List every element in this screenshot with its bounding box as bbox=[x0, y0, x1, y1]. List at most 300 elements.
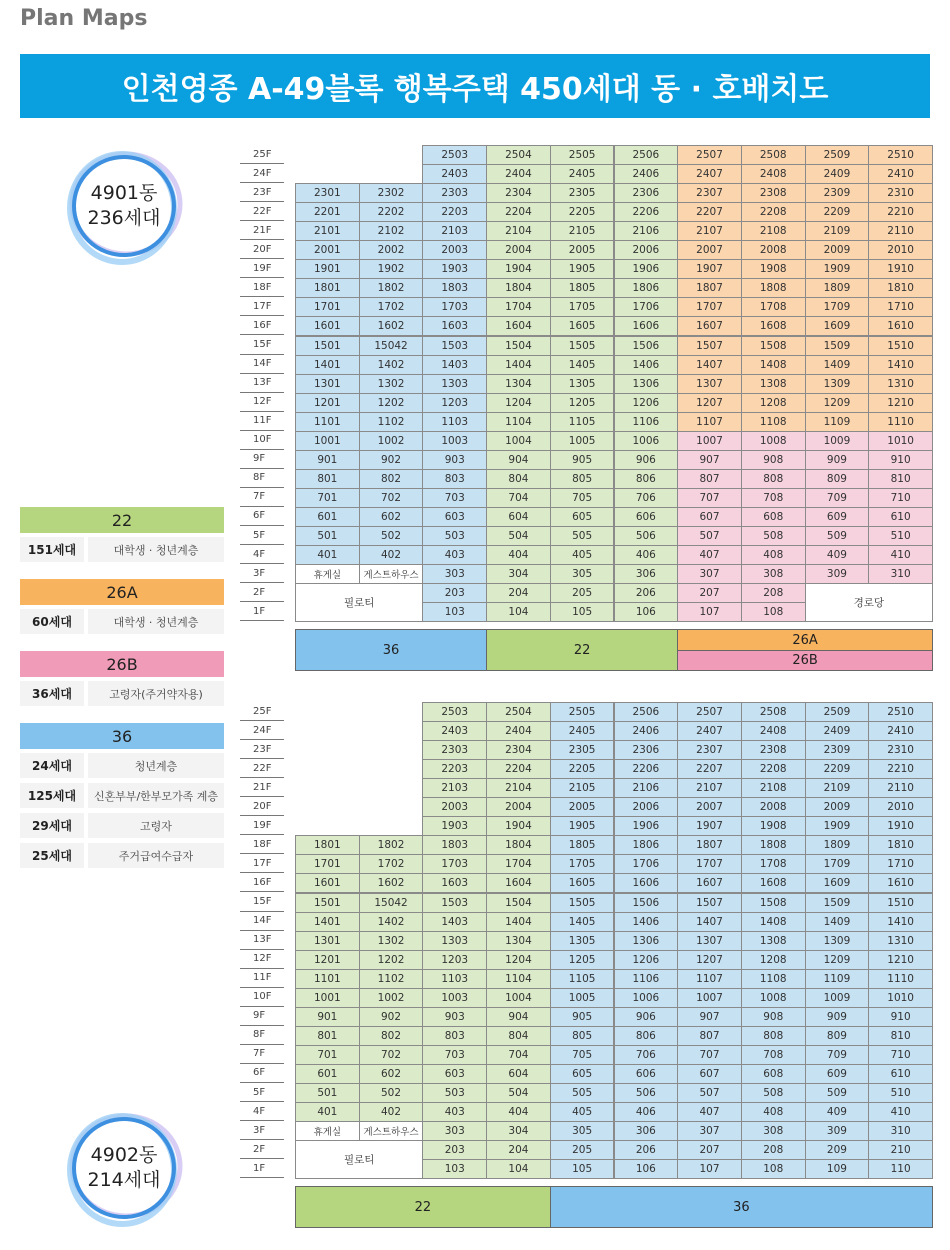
unit-cell: 2110 bbox=[868, 778, 933, 798]
unit-cell: 1202 bbox=[359, 950, 424, 970]
unit-cell: 1508 bbox=[741, 336, 806, 356]
unit-cell: 1207 bbox=[677, 950, 742, 970]
floor-label: 16F bbox=[240, 316, 284, 335]
unit-cell: 2510 bbox=[868, 145, 933, 165]
unit-cell: 2503 bbox=[422, 702, 487, 722]
unit-cell: 207 bbox=[677, 1140, 742, 1160]
unit-cell: 2005 bbox=[550, 797, 615, 817]
unit-cell: 1508 bbox=[741, 893, 806, 913]
unit-cell: 1305 bbox=[550, 374, 615, 394]
unit-cell: 408 bbox=[741, 1102, 806, 1122]
unit-cell: 206 bbox=[614, 1140, 679, 1160]
unit-cell: 2310 bbox=[868, 740, 933, 760]
unit-cell: 2108 bbox=[741, 778, 806, 798]
unit-cell: 803 bbox=[422, 469, 487, 489]
building-name: 4901동 bbox=[90, 182, 158, 204]
unit-cell: 2407 bbox=[677, 164, 742, 184]
unit-cell: 1208 bbox=[741, 950, 806, 970]
floor-label: 11F bbox=[240, 412, 284, 431]
floor-label: 7F bbox=[240, 1045, 284, 1064]
unit-cell: 1008 bbox=[741, 988, 806, 1008]
unit-cell: 1308 bbox=[741, 931, 806, 951]
floor-label: 8F bbox=[240, 469, 284, 488]
unit-cell: 1204 bbox=[486, 393, 551, 413]
unit-cell: 607 bbox=[677, 1064, 742, 1084]
unit-cell: 1803 bbox=[422, 835, 487, 855]
unit-cell: 106 bbox=[614, 1159, 679, 1179]
unit-cell: 801 bbox=[295, 469, 360, 489]
unit-cell: 1209 bbox=[805, 393, 870, 413]
unit-cell: 703 bbox=[422, 488, 487, 508]
unit-cell: 1206 bbox=[614, 393, 679, 413]
unit-cell: 2306 bbox=[614, 740, 679, 760]
banner-title: 인천영종 A-49블록 행복주택 450세대 동 · 호배치도 bbox=[20, 54, 930, 118]
unit-cell: 506 bbox=[614, 1083, 679, 1103]
unit-cell: 409 bbox=[805, 1102, 870, 1122]
unit-cell: 606 bbox=[614, 507, 679, 527]
unit-cell: 205 bbox=[550, 583, 615, 603]
unit-cell: 2208 bbox=[741, 759, 806, 779]
building-name: 4902동 bbox=[90, 1144, 158, 1166]
unit-cell: 704 bbox=[486, 488, 551, 508]
unit-cell: 1106 bbox=[614, 969, 679, 989]
unit-cell: 1010 bbox=[868, 988, 933, 1008]
unit-cell: 1306 bbox=[614, 931, 679, 951]
unit-cell: 810 bbox=[868, 469, 933, 489]
unit-cell: 2004 bbox=[486, 240, 551, 260]
floor-label: 12F bbox=[240, 393, 284, 412]
unit-cell: 1810 bbox=[868, 835, 933, 855]
unit-cell: 710 bbox=[868, 1045, 933, 1065]
unit-cell: 2408 bbox=[741, 721, 806, 741]
unit-cell: 1307 bbox=[677, 931, 742, 951]
unit-cell: 1302 bbox=[359, 931, 424, 951]
unit-cell: 2507 bbox=[677, 702, 742, 722]
unit-cell: 510 bbox=[868, 526, 933, 546]
unit-cell: 1209 bbox=[805, 950, 870, 970]
unit-cell: 610 bbox=[868, 507, 933, 527]
unit-cell: 402 bbox=[359, 545, 424, 565]
unit-cell: 808 bbox=[741, 1026, 806, 1046]
unit-cell: 406 bbox=[614, 1102, 679, 1122]
unit-cell: 810 bbox=[868, 1026, 933, 1046]
unit-cell: 306 bbox=[614, 564, 679, 584]
unit-cell: 2208 bbox=[741, 202, 806, 222]
unit-cell: 2006 bbox=[614, 240, 679, 260]
legend-type-36: 36 bbox=[20, 723, 224, 749]
unit-cell: 1805 bbox=[550, 835, 615, 855]
unit-cell: 907 bbox=[677, 450, 742, 470]
unit-cell: 1203 bbox=[422, 393, 487, 413]
unit-cell: 1107 bbox=[677, 969, 742, 989]
unit-cell: 1210 bbox=[868, 393, 933, 413]
unit-cell: 2304 bbox=[486, 740, 551, 760]
unit-cell: 1904 bbox=[486, 259, 551, 279]
unit-cell: 2508 bbox=[741, 145, 806, 165]
unit-cell: 2009 bbox=[805, 797, 870, 817]
unit-cell: 1709 bbox=[805, 297, 870, 317]
unit-cell: 804 bbox=[486, 1026, 551, 1046]
unit-cell: 1706 bbox=[614, 854, 679, 874]
unit-cell: 505 bbox=[550, 526, 615, 546]
unit-cell: 1804 bbox=[486, 835, 551, 855]
unit-cell: 1309 bbox=[805, 374, 870, 394]
unit-cell: 1203 bbox=[422, 950, 487, 970]
unit-cell: 1710 bbox=[868, 297, 933, 317]
floor-label: 9F bbox=[240, 450, 284, 469]
unit-cell: 906 bbox=[614, 1007, 679, 1027]
unit-cell: 501 bbox=[295, 526, 360, 546]
unit-cell: 1003 bbox=[422, 431, 487, 451]
legend-desc: 대학생 · 청년계층 bbox=[88, 537, 224, 562]
unit-cell: 410 bbox=[868, 545, 933, 565]
unit-cell: 1107 bbox=[677, 412, 742, 432]
unit-cell: 2506 bbox=[614, 702, 679, 722]
unit-cell: 1610 bbox=[868, 316, 933, 336]
unit-cell: 1510 bbox=[868, 893, 933, 913]
building-badge bbox=[64, 146, 184, 266]
unit-cell: 908 bbox=[741, 1007, 806, 1027]
legend-row bbox=[20, 537, 224, 562]
legend-desc: 청년계층 bbox=[88, 753, 224, 778]
unit-cell: 1507 bbox=[677, 336, 742, 356]
unit-cell: 1007 bbox=[677, 431, 742, 451]
floor-label: 16F bbox=[240, 873, 284, 892]
unit-cell: 2403 bbox=[422, 164, 487, 184]
unit-cell: 1205 bbox=[550, 950, 615, 970]
unit-cell: 1309 bbox=[805, 931, 870, 951]
legend-type-22: 22 bbox=[20, 507, 224, 533]
unit-cell: 2306 bbox=[614, 183, 679, 203]
unit-cell: 1308 bbox=[741, 374, 806, 394]
unit-cell: 1010 bbox=[868, 431, 933, 451]
unit-cell: 705 bbox=[550, 1045, 615, 1065]
unit-cell: 2010 bbox=[868, 797, 933, 817]
legend-type-26a: 26A bbox=[20, 579, 224, 605]
unit-cell: 1303 bbox=[422, 931, 487, 951]
floor-label: 7F bbox=[240, 488, 284, 507]
unit-cell: 2505 bbox=[550, 702, 615, 722]
unit-cell: 1804 bbox=[486, 278, 551, 298]
unit-cell: 1503 bbox=[422, 336, 487, 356]
unit-cell: 1910 bbox=[868, 816, 933, 836]
floor-label: 15F bbox=[240, 893, 284, 912]
unit-cell: 1201 bbox=[295, 393, 360, 413]
unit-cell: 706 bbox=[614, 1045, 679, 1065]
unit-cell: 1606 bbox=[614, 873, 679, 893]
unit-cell: 805 bbox=[550, 1026, 615, 1046]
unit-cell: 807 bbox=[677, 469, 742, 489]
unit-cell: 2201 bbox=[295, 202, 360, 222]
unit-type-bar: 36 bbox=[550, 1186, 933, 1228]
unit-cell: 2106 bbox=[614, 221, 679, 241]
unit-cell: 1902 bbox=[359, 259, 424, 279]
unit-cell: 504 bbox=[486, 526, 551, 546]
unit-cell: 15042 bbox=[359, 893, 424, 913]
unit-cell: 1005 bbox=[550, 431, 615, 451]
floor-label: 25F bbox=[240, 145, 284, 164]
unit-cell: 905 bbox=[550, 450, 615, 470]
unit-cell: 1106 bbox=[614, 412, 679, 432]
unit-cell: 208 bbox=[741, 583, 806, 603]
unit-cell: 2406 bbox=[614, 721, 679, 741]
floor-label: 12F bbox=[240, 950, 284, 969]
unit-cell: 2207 bbox=[677, 759, 742, 779]
unit-cell: 1609 bbox=[805, 316, 870, 336]
unit-cell: 2407 bbox=[677, 721, 742, 741]
unit-cell: 1810 bbox=[868, 278, 933, 298]
unit-cell: 1909 bbox=[805, 816, 870, 836]
unit-cell: 2204 bbox=[486, 759, 551, 779]
unit-cell: 806 bbox=[614, 469, 679, 489]
unit-cell: 1807 bbox=[677, 835, 742, 855]
unit-cell: 501 bbox=[295, 1083, 360, 1103]
floor-label: 9F bbox=[240, 1007, 284, 1026]
unit-cell: 2004 bbox=[486, 797, 551, 817]
unit-cell: 1006 bbox=[614, 988, 679, 1008]
unit-cell: 902 bbox=[359, 1007, 424, 1027]
unit-cell: 1404 bbox=[486, 912, 551, 932]
unit-cell: 1506 bbox=[614, 893, 679, 913]
unit-cell: 2406 bbox=[614, 164, 679, 184]
floor-label: 13F bbox=[240, 931, 284, 950]
unit-cell: 306 bbox=[614, 1121, 679, 1141]
unit-cell: 703 bbox=[422, 1045, 487, 1065]
floor-label: 10F bbox=[240, 988, 284, 1007]
unit-cell: 1004 bbox=[486, 988, 551, 1008]
unit-cell: 2209 bbox=[805, 202, 870, 222]
legend-count: 24세대 bbox=[20, 753, 84, 778]
unit-cell: 1103 bbox=[422, 412, 487, 432]
unit-cell: 303 bbox=[422, 1121, 487, 1141]
unit-cell: 1001 bbox=[295, 988, 360, 1008]
unit-cell: 1102 bbox=[359, 412, 424, 432]
unit-cell: 2009 bbox=[805, 240, 870, 260]
unit-cell: 1908 bbox=[741, 259, 806, 279]
unit-cell: 2109 bbox=[805, 778, 870, 798]
legend-count: 29세대 bbox=[20, 813, 84, 838]
unit-cell: 1904 bbox=[486, 816, 551, 836]
unit-cell: 409 bbox=[805, 545, 870, 565]
unit-cell: 2404 bbox=[486, 721, 551, 741]
unit-cell: 2308 bbox=[741, 740, 806, 760]
unit-cell: 904 bbox=[486, 450, 551, 470]
legend-count: 125세대 bbox=[20, 783, 84, 808]
unit-cell: 108 bbox=[741, 1159, 806, 1179]
unit-cell: 701 bbox=[295, 1045, 360, 1065]
unit-cell: 1805 bbox=[550, 278, 615, 298]
unit-cell: 608 bbox=[741, 507, 806, 527]
floor-label: 5F bbox=[240, 526, 284, 545]
unit-cell: 1208 bbox=[741, 393, 806, 413]
unit-cell: 509 bbox=[805, 526, 870, 546]
unit-cell: 709 bbox=[805, 1045, 870, 1065]
unit-cell: 2409 bbox=[805, 164, 870, 184]
pilotis-cell: 필로티 bbox=[295, 1140, 423, 1179]
unit-cell: 1109 bbox=[805, 969, 870, 989]
unit-cell: 1304 bbox=[486, 374, 551, 394]
unit-cell: 906 bbox=[614, 450, 679, 470]
floor-label: 25F bbox=[240, 702, 284, 721]
unit-cell: 1702 bbox=[359, 297, 424, 317]
unit-cell: 507 bbox=[677, 1083, 742, 1103]
unit-cell: 1606 bbox=[614, 316, 679, 336]
unit-cell: 1410 bbox=[868, 355, 933, 375]
unit-cell: 706 bbox=[614, 488, 679, 508]
unit-cell: 2105 bbox=[550, 221, 615, 241]
unit-cell: 1003 bbox=[422, 988, 487, 1008]
unit-cell: 1506 bbox=[614, 336, 679, 356]
unit-cell: 408 bbox=[741, 545, 806, 565]
unit-cell: 204 bbox=[486, 583, 551, 603]
unit-cell: 2103 bbox=[422, 221, 487, 241]
unit-cell: 1703 bbox=[422, 854, 487, 874]
unit-cell: 1410 bbox=[868, 912, 933, 932]
floor-label: 1F bbox=[240, 602, 284, 621]
page-title: Plan Maps bbox=[20, 6, 148, 31]
unit-cell: 2410 bbox=[868, 721, 933, 741]
unit-cell: 1706 bbox=[614, 297, 679, 317]
unit-cell: 1108 bbox=[741, 969, 806, 989]
unit-cell: 905 bbox=[550, 1007, 615, 1027]
unit-cell: 104 bbox=[486, 602, 551, 622]
floor-label: 3F bbox=[240, 564, 284, 583]
unit-cell: 1109 bbox=[805, 412, 870, 432]
unit-cell: 1205 bbox=[550, 393, 615, 413]
unit-cell: 601 bbox=[295, 507, 360, 527]
unit-cell: 602 bbox=[359, 1064, 424, 1084]
unit-cell: 1703 bbox=[422, 297, 487, 317]
unit-cell: 2205 bbox=[550, 202, 615, 222]
unit-cell: 103 bbox=[422, 1159, 487, 1179]
floor-label: 19F bbox=[240, 259, 284, 278]
unit-cell: 705 bbox=[550, 488, 615, 508]
unit-cell: 1001 bbox=[295, 431, 360, 451]
unit-cell: 401 bbox=[295, 1102, 360, 1122]
unit-cell: 609 bbox=[805, 507, 870, 527]
unit-cell: 2307 bbox=[677, 183, 742, 203]
unit-cell: 2103 bbox=[422, 778, 487, 798]
unit-cell: 205 bbox=[550, 1140, 615, 1160]
unit-cell: 1903 bbox=[422, 259, 487, 279]
unit-cell: 1610 bbox=[868, 873, 933, 893]
unit-cell: 605 bbox=[550, 507, 615, 527]
unit-cell: 603 bbox=[422, 1064, 487, 1084]
unit-cell: 104 bbox=[486, 1159, 551, 1179]
floor-label: 4F bbox=[240, 1102, 284, 1121]
unit-cell: 304 bbox=[486, 1121, 551, 1141]
floor-label: 6F bbox=[240, 1064, 284, 1083]
unit-cell: 902 bbox=[359, 450, 424, 470]
unit-cell: 203 bbox=[422, 583, 487, 603]
unit-cell: 1909 bbox=[805, 259, 870, 279]
unit-cell: 1504 bbox=[486, 893, 551, 913]
unit-cell: 2308 bbox=[741, 183, 806, 203]
unit-cell: 1704 bbox=[486, 854, 551, 874]
lounge-cell: 휴게실 bbox=[295, 564, 360, 584]
unit-cell: 2207 bbox=[677, 202, 742, 222]
unit-cell: 1903 bbox=[422, 816, 487, 836]
unit-cell: 404 bbox=[486, 545, 551, 565]
unit-cell: 909 bbox=[805, 450, 870, 470]
unit-cell: 1704 bbox=[486, 297, 551, 317]
unit-cell: 1206 bbox=[614, 950, 679, 970]
unit-cell: 2101 bbox=[295, 221, 360, 241]
unit-cell: 2007 bbox=[677, 240, 742, 260]
unit-cell: 701 bbox=[295, 488, 360, 508]
unit-cell: 2510 bbox=[868, 702, 933, 722]
unit-cell: 1603 bbox=[422, 316, 487, 336]
unit-cell: 2303 bbox=[422, 183, 487, 203]
unit-cell: 908 bbox=[741, 450, 806, 470]
unit-cell: 1101 bbox=[295, 412, 360, 432]
floor-label: 11F bbox=[240, 969, 284, 988]
unit-cell: 106 bbox=[614, 602, 679, 622]
unit-cell: 207 bbox=[677, 583, 742, 603]
floor-label: 23F bbox=[240, 183, 284, 202]
unit-cell: 103 bbox=[422, 602, 487, 622]
unit-cell: 1701 bbox=[295, 297, 360, 317]
unit-cell: 107 bbox=[677, 602, 742, 622]
unit-cell: 1608 bbox=[741, 873, 806, 893]
unit-cell: 609 bbox=[805, 1064, 870, 1084]
legend-count: 25세대 bbox=[20, 843, 84, 868]
unit-cell: 2210 bbox=[868, 202, 933, 222]
unit-cell: 603 bbox=[422, 507, 487, 527]
unit-cell: 1602 bbox=[359, 873, 424, 893]
unit-cell: 304 bbox=[486, 564, 551, 584]
unit-cell: 1708 bbox=[741, 297, 806, 317]
legend-type-26b: 26B bbox=[20, 651, 224, 677]
unit-cell: 2301 bbox=[295, 183, 360, 203]
floor-label: 22F bbox=[240, 202, 284, 221]
floor-label: 18F bbox=[240, 278, 284, 297]
unit-cell: 708 bbox=[741, 1045, 806, 1065]
unit-cell: 1806 bbox=[614, 835, 679, 855]
unit-cell: 1905 bbox=[550, 259, 615, 279]
unit-cell: 2008 bbox=[741, 240, 806, 260]
unit-cell: 1404 bbox=[486, 355, 551, 375]
unit-cell: 2107 bbox=[677, 221, 742, 241]
unit-cell: 604 bbox=[486, 1064, 551, 1084]
unit-cell: 1401 bbox=[295, 355, 360, 375]
unit-cell: 2007 bbox=[677, 797, 742, 817]
unit-cell: 803 bbox=[422, 1026, 487, 1046]
unit-cell: 2002 bbox=[359, 240, 424, 260]
unit-cell: 1910 bbox=[868, 259, 933, 279]
unit-cell: 1101 bbox=[295, 969, 360, 989]
building-4902-unit-map bbox=[240, 702, 930, 1232]
unit-cell: 1505 bbox=[550, 336, 615, 356]
unit-cell: 1707 bbox=[677, 854, 742, 874]
unit-cell: 1110 bbox=[868, 412, 933, 432]
unit-cell: 1402 bbox=[359, 355, 424, 375]
unit-cell: 1403 bbox=[422, 355, 487, 375]
unit-cell: 1905 bbox=[550, 816, 615, 836]
unit-cell: 1301 bbox=[295, 931, 360, 951]
unit-cell: 2509 bbox=[805, 702, 870, 722]
unit-cell: 806 bbox=[614, 1026, 679, 1046]
unit-cell: 1603 bbox=[422, 873, 487, 893]
unit-cell: 1402 bbox=[359, 912, 424, 932]
unit-cell: 2508 bbox=[741, 702, 806, 722]
legend-count: 60세대 bbox=[20, 609, 84, 634]
unit-cell: 704 bbox=[486, 1045, 551, 1065]
floor-label: 21F bbox=[240, 778, 284, 797]
unit-cell: 805 bbox=[550, 469, 615, 489]
unit-cell: 1605 bbox=[550, 316, 615, 336]
unit-cell: 1405 bbox=[550, 355, 615, 375]
